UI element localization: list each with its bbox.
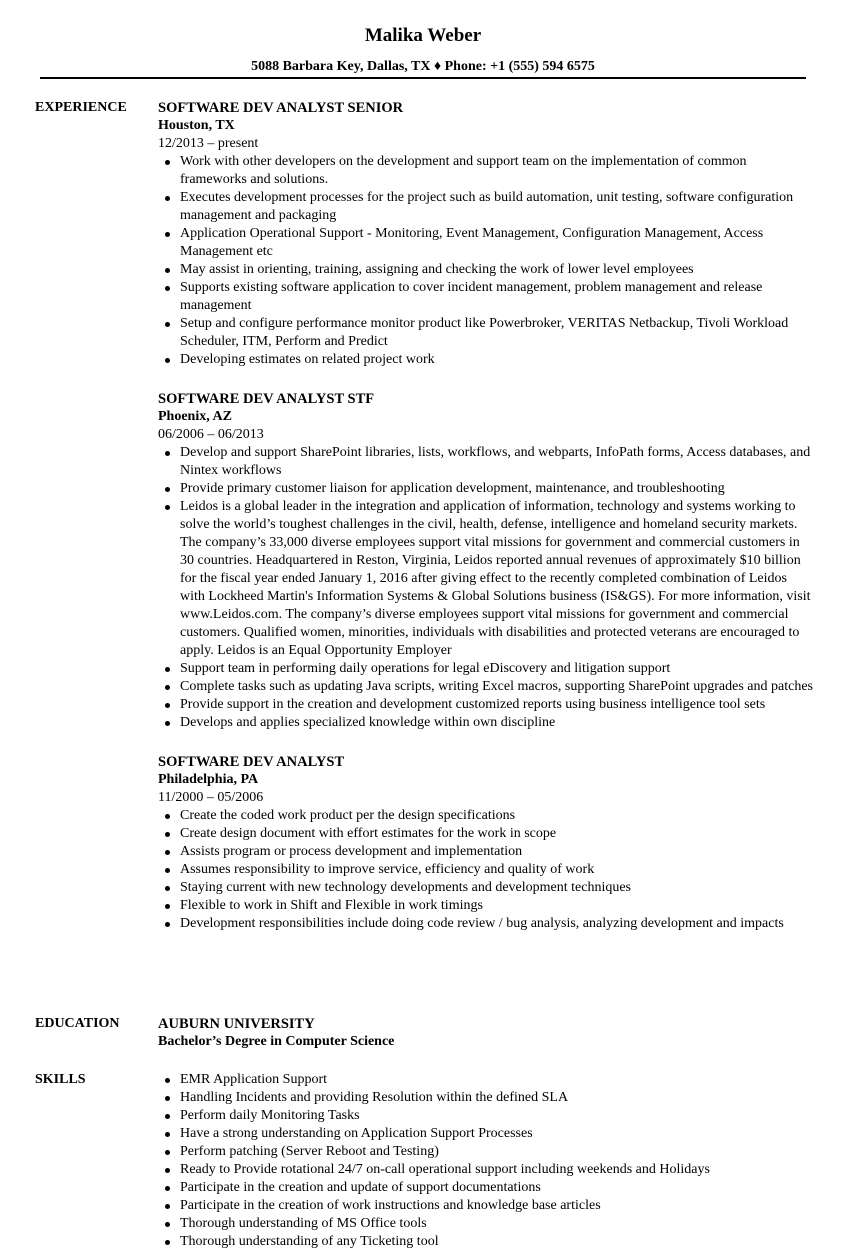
school-name: AUBURN UNIVERSITY	[158, 1016, 315, 1032]
skill-item: Thorough understanding of MS Office tools	[158, 1215, 813, 1233]
skills-body	[158, 1071, 813, 1251]
bullet-item: Develop and support SharePoint libraries, lists, workflows, and webparts, InfoPath forms, Access databases, and Nintex workflows	[158, 444, 813, 480]
bullet-item: Assumes responsibility to improve service, efficiency and quality of work	[158, 861, 813, 879]
job-location: Houston, TX	[158, 118, 235, 133]
bullet-item: Setup and configure performance monitor product like Powerbroker, VERITAS Netbackup, Tivoli Workload Scheduler, ITM, Perform and Predict	[158, 315, 813, 351]
skill-item: Perform daily Monitoring Tasks	[158, 1107, 813, 1125]
bullet-item: Flexible to work in Shift and Flexible in work timings	[158, 897, 813, 915]
contact-line: 5088 Barbara Key, Dallas, TX ♦ Phone: +1 (555) 594 6575	[251, 59, 595, 74]
section-label-education: EDUCATION	[35, 1016, 120, 1031]
job-title: SOFTWARE DEV ANALYST	[158, 754, 345, 770]
job-entry	[158, 390, 813, 732]
skill-item: Perform patching (Server Reboot and Testing)	[158, 1143, 813, 1161]
bullet-item: Complete tasks such as updating Java scripts, writing Excel macros, supporting SharePoint upgrades and patches	[158, 678, 813, 696]
resume-header	[40, 24, 806, 76]
bullet-item: Application Operational Support - Monitoring, Event Management, Configuration Management, Access Management etc	[158, 225, 813, 261]
bullet-item: May assist in orienting, training, assigning and checking the work of lower level employees	[158, 261, 813, 279]
job-entry	[158, 99, 813, 369]
skill-item: EMR Application Support	[158, 1071, 813, 1089]
bullet-item: Developing estimates on related project work	[158, 351, 813, 369]
job-title: SOFTWARE DEV ANALYST STF	[158, 391, 375, 407]
bullet-item: Leidos is a global leader in the integration and application of information, technology and systems working to solve the world’s toughest challenges in the civil, health, defense, intelligence and homeland security markets. The company’s 33,000 diverse employees support vital missions for government and commercial customers in 30 countries. Headquartered in Reston, Virginia, Leidos reported annual revenues of approximately $10 billion for the fiscal year ended January 1, 2016 after giving effect to the recently completed combination of Leidos with Lockheed Martin's Information Systems & Global Solutions business (IS&GS). For more information, visit www.Leidos.com. The company’s diverse employees support vital missions for government and commercial customers. Qualified women, minorities, individuals with disabilities and protected veterans are encouraged to apply. Leidos is an Equal Opportunity Employer	[158, 498, 813, 660]
bullet-item: Executes development processes for the project such as build automation, unit testing, software configuration management and packaging	[158, 189, 813, 225]
skill-item: Ready to Provide rotational 24/7 on-call operational support including weekends and Holidays	[158, 1161, 813, 1179]
bullet-item: Create design document with effort estimates for the work in scope	[158, 825, 813, 843]
skill-item: Thorough understanding of any Ticketing tool	[158, 1233, 813, 1251]
job-entry	[158, 753, 813, 933]
education-body	[158, 1015, 813, 1051]
job-bullets	[158, 444, 813, 732]
job-title: SOFTWARE DEV ANALYST SENIOR	[158, 100, 404, 116]
job-dates: 12/2013 – present	[158, 136, 259, 151]
skills-list	[158, 1071, 813, 1251]
bullet-item: Create the coded work product per the design specifications	[158, 807, 813, 825]
job-dates: 11/2000 – 05/2006	[158, 790, 264, 805]
bullet-item: Provide primary customer liaison for application development, maintenance, and troubleshooting	[158, 480, 813, 498]
bullet-item: Develops and applies specialized knowledge within own discipline	[158, 714, 813, 732]
skill-item: Have a strong understanding on Application Support Processes	[158, 1125, 813, 1143]
job-location: Philadelphia, PA	[158, 772, 259, 787]
candidate-name: Malika Weber	[364, 25, 482, 46]
bullet-item: Support team in performing daily operations for legal eDiscovery and litigation support	[158, 660, 813, 678]
job-bullets	[158, 153, 813, 369]
section-label-skills: SKILLS	[35, 1072, 86, 1087]
bullet-item: Development responsibilities include doing code review / bug analysis, analyzing development and impacts	[158, 915, 813, 933]
job-dates: 06/2006 – 06/2013	[158, 427, 264, 442]
skill-item: Participate in the creation and update of support documentations	[158, 1179, 813, 1197]
skill-item: Participate in the creation of work instructions and knowledge base articles	[158, 1197, 813, 1215]
bullet-item: Staying current with new technology developments and development techniques	[158, 879, 813, 897]
job-location: Phoenix, AZ	[158, 409, 232, 424]
bullet-item: Assists program or process development and implementation	[158, 843, 813, 861]
skill-item: Handling Incidents and providing Resolution within the defined SLA	[158, 1089, 813, 1107]
job-bullets	[158, 807, 813, 933]
experience-body	[158, 99, 813, 954]
bullet-item: Work with other developers on the development and support team on the implementation of common frameworks and solutions.	[158, 153, 813, 189]
bullet-item: Supports existing software application to cover incident management, problem management and release management	[158, 279, 813, 315]
section-label-experience: EXPERIENCE	[35, 100, 127, 115]
bullet-item: Provide support in the creation and development customized reports using business intelligence tool sets	[158, 696, 813, 714]
degree: Bachelor’s Degree in Computer Science	[158, 1034, 395, 1049]
header-divider	[40, 77, 806, 79]
